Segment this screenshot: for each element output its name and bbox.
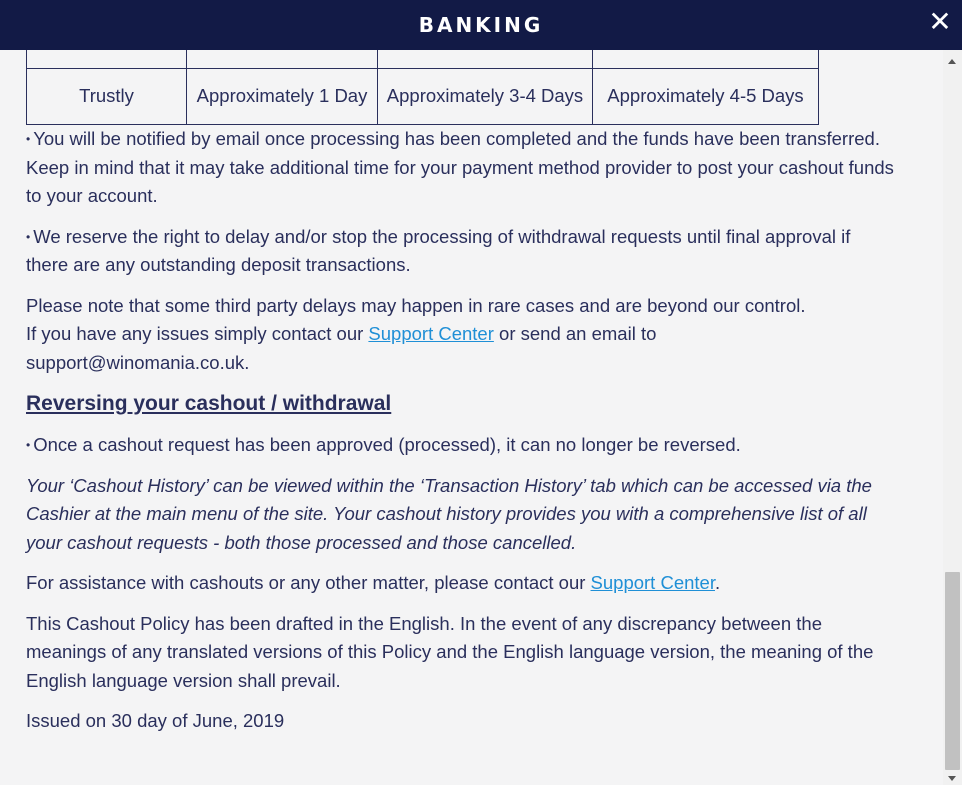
assistance-text: For assistance with cashouts or any other matter, please contact our [26,572,591,593]
reserve-paragraph [26,223,896,280]
bullet-icon: • [26,132,31,146]
reserve-text: We reserve the right to delay and/or stop the processing of withdrawal requests until final approval if there are any outstanding deposit transactions. [26,225,851,275]
modal-body[interactable] [0,50,943,785]
scrollbar-thumb[interactable] [945,572,960,770]
assistance-period: . [714,572,721,593]
banking-content [26,50,896,748]
issued-paragraph: Issued on 30 day of June, 2019 [26,710,285,731]
table-cell: Approximately 4-5 Days [593,69,819,125]
table-cell [378,50,593,69]
table-cell [27,50,187,69]
vertical-scrollbar[interactable] [943,50,962,785]
delays-text: Please note that some third party delays may happen in rare cases and are beyond our control. [26,294,806,316]
policy-paragraph: This Cashout Policy has been drafted in the English. In the event of any discrepancy between the meanings of any translated versions of this Policy and the English language version, the meaning of the English language version shall prevail. [26,612,874,691]
reversing-section-title: Reversing your cashout / withdrawal [26,392,392,415]
table-row [27,50,819,69]
close-icon[interactable]: ✕ [928,6,952,37]
table-row [27,69,819,125]
table-cell: Trustly [27,69,187,125]
modal-title: BANKING [418,13,544,37]
scroll-up-icon[interactable] [948,59,956,64]
support-center-link[interactable]: Support Center [590,572,715,593]
table-cell: Approximately 1 Day [187,69,378,125]
modal-header [0,0,962,50]
table-cell: Approximately 3-4 Days [378,69,593,125]
table-cell [593,50,819,69]
email-intro-text: or send an email to [493,323,657,344]
support-email: support@winomania.co.uk. [26,351,250,373]
processing-times-table [26,50,819,125]
scroll-down-icon[interactable] [948,776,956,781]
reversed-text: Once a cashout request has been approved (processed), it can no longer be reversed. [33,434,741,455]
delays-paragraph [26,292,896,378]
reversed-paragraph [26,431,896,460]
support-center-link[interactable]: Support Center [368,323,494,344]
notified-paragraph [26,125,896,211]
notified-text: You will be notified by email once processing has been completed and the funds have been transferred. Keep in mind that it may take additional time for your payment method provider to post your cashout funds to your account. [26,128,894,206]
history-paragraph: Your ‘Cashout History’ can be viewed within the ‘Transaction History’ tab which can be accessed via the Cashier at the main menu of the site. Your cashout history provides you with a comprehensive list of all your cashout requests - both those processed and those cancelled. [26,474,872,553]
contact-text: If you have any issues simply contact our [26,323,369,344]
table-cell [187,50,378,69]
bullet-icon: • [26,229,31,244]
assistance-paragraph [26,569,896,598]
bullet-icon: • [26,438,31,452]
